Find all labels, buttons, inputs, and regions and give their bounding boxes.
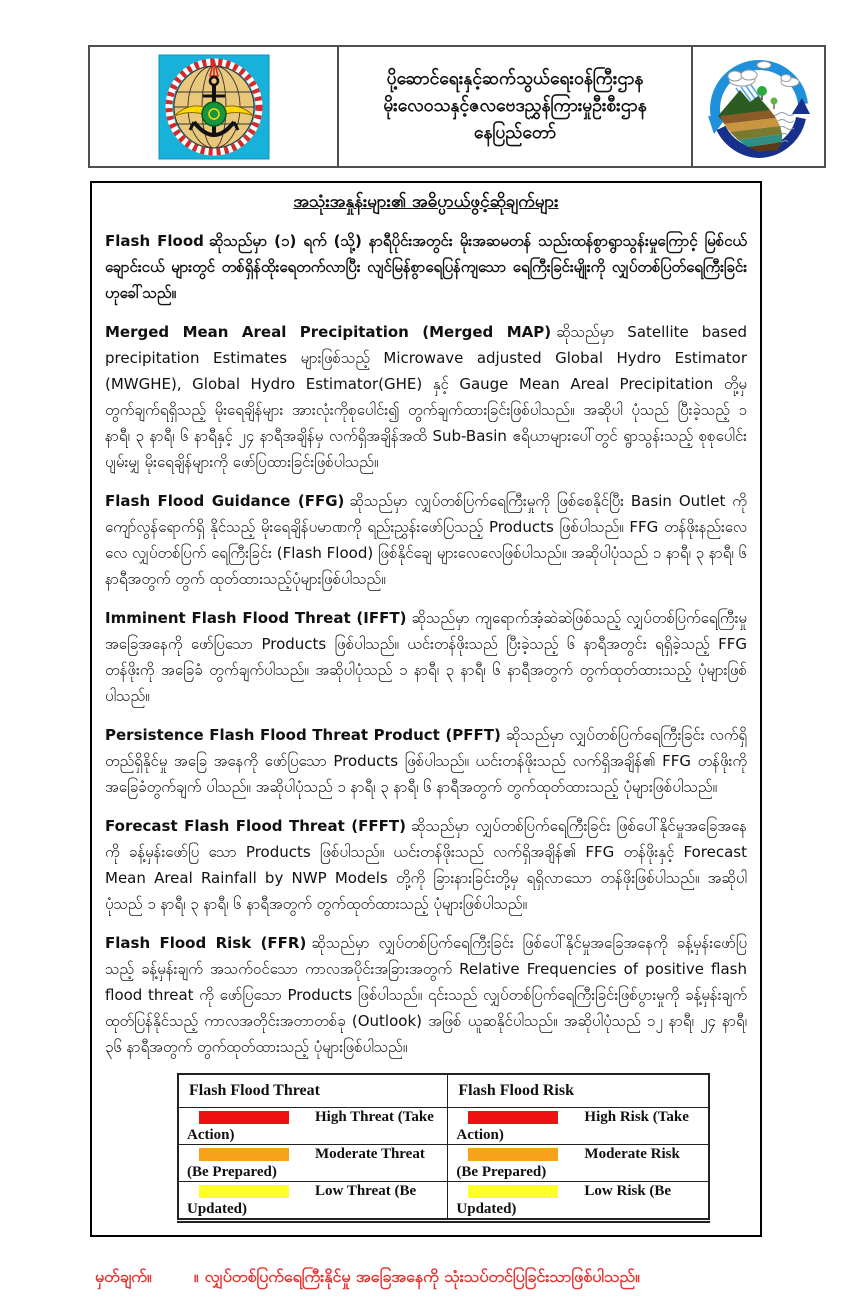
legend-row-low [178,1182,709,1221]
term-ffr: Flash Flood Risk (FFR) [105,934,307,952]
high-risk-label: High Risk (Take Action) [456,1108,689,1143]
paragraph-body: ဆိုသည်မှာ (၁) ရက် (သို့) နာရီပိုင်းအတွင်း မိုးအဆမတန် သည်းထန်စွာရွာသွန်းမှုကြောင့် မြစ်ငယ်ချောင်းငယ် များတွင် တစ်ရှိန်ထိုးရေတက်လာပြီး လျင်မြန်စွာရေပြန်ကျသော ရေကြီးခြင်းမျိုးကို လျှပ်တစ်ပြတ်ရေကြီးခြင်း ဟုခေါ်သည်။ [105,232,747,302]
page-body [0,181,849,1313]
high-threat-cell [178,1108,448,1145]
letterhead-title-block [339,47,693,166]
low-risk-label: Low Risk (Be Updated) [456,1182,672,1217]
paragraph-pfft [105,722,747,800]
high-risk-color-swatch [468,1111,558,1124]
term-ifft: Imminent Flash Flood Threat (IFFT) [105,609,407,627]
paragraph-body: ဆိုသည်မှာ Satellite based precipitation Estimates များဖြစ်သည့် Microwave adjusted Global Hydro Estimator (MWGHE), Global Hydro Estimator(GHE) နှင့် Gauge Mean Areal Precipitation တို့မှ တွက်ချက်ရရှိသည့် မိုးရေချိန်များ အားလုံးကိုစုပေါင်း၍ တွက်ချက်ထားခြင်းဖြစ်ပါသည်။ အဆိုပါ ပုံသည် ပြီးခဲ့သည့် ၁ နာရီ၊ ၃ နာရီ၊ ၆ နာရီနှင့် ၂၄ နာရီအချိန်မှ လက်ရှိအချိန်အထိ Sub-Basin ဧရိယာများပေါ်တွင် ရွာသွန်းသည့် စုစုပေါင်း ပျမ်းမျှ မိုးရေချိန်များကို ဖော်ပြထားခြင်းဖြစ်ပါသည်။ [105,323,747,471]
high-threat-color-swatch [199,1111,289,1124]
paragraph-body: ဆိုသည်မှာ လျှပ်တစ်ပြက်ရေကြီးခြင်း ဖြစ်ပေါ်နိုင်မှုအခြေအနေကို ခန့်မှန်းဖော်ပြသည့် ခန့်မှန်းချက် အသက်ဝင်သော ကာလအပိုင်းအခြားအတွက် Relative Frequencies of positive flash flood threat ကို ဖော်ပြသော Products ဖြစ်ပါသည်။ ၎င်းသည် လျှပ်တစ်ပြက်ရေကြီးခြင်းဖြစ်ပွားမှုကို ခန့်မှန်းချက်ထုတ်ပြန်နိုင်သည့် ကာလအတိုင်းအတာတစ်ခု (Outlook) အဖြစ် ယူဆနိုင်ပါသည်။ အဆိုပါပုံသည် ၁၂ နာရီ၊ ၂၄ နာရီ၊ ၃၆ နာရီအတွက် တွက်ထုတ်ထားသည့် ပုံများဖြစ်ပါသည်။ [105,934,747,1056]
moderate-risk-label: Moderate Risk (Be Prepared) [456,1145,680,1180]
paragraph-body: ဆိုသည်မှာ ကျရောက်အံ့ဆဲဆဲဖြစ်သည့် လျှပ်တစ်ပြက်ရေကြီးမှု အခြေအနေကို ဖော်ပြသော Products ဖြစ်ပါသည်။ ယင်းတန်ဖိုးသည် ပြီးခဲ့သည့် ၆ နာရီအတွင်း ရရှိခဲ့သည့် FFG တန်ဖိုးကို အခြေခံ တွက်ချက်ပါသည်။ အဆိုပါပုံသည် ၁ နာရီ၊ ၃ နာရီ၊ ၆ နာရီအတွက် တွက်ထုတ်ထားသည့် ပုံများဖြစ်ပါသည်။ [105,609,747,705]
moderate-risk-color-swatch [468,1148,558,1161]
water-cycle-logo-icon [704,52,814,162]
moderate-threat-cell [178,1145,448,1182]
footnote-label: မှတ်ချက်။ [95,1267,152,1286]
moderate-risk-cell [448,1145,709,1182]
low-risk-cell [448,1182,709,1221]
low-risk-color-swatch [468,1185,558,1198]
paragraph-ffft [105,813,747,917]
ministry-name: ပို့ဆောင်ရေးနှင့်ဆက်သွယ်ရေးဝန်ကြီးဌာန [386,69,644,89]
letterhead [88,45,826,168]
term-ffft: Forecast Flash Flood Threat (FFFT) [105,817,406,835]
definitions-box [90,181,762,1237]
footnote-text: လျှပ်တစ်ပြက်ရေကြီးနိုင်မှု အခြေအနေကို သုံးသပ်တင်ပြခြင်းသာဖြစ်ပါသည်။ [204,1267,640,1286]
legend-row-moderate [178,1145,709,1182]
city-name: နေပြည်တော် [473,123,557,143]
term-ffg: Flash Flood Guidance (FFG) [105,492,345,510]
footnote-separator: ။ [193,1267,199,1286]
paragraph-merged-map [105,319,747,475]
paragraph-ffr [105,930,747,1060]
high-threat-label: High Threat (Take Action) [187,1108,434,1143]
paragraph-body: ဆိုသည်မှာ လျှပ်တစ်ပြက်ရေကြီးခြင်း လက်ရှိတည်ရှိနိုင်မှု အခြေ အနေကို ဖော်ပြသော Products ဖြစ်ပါသည်။ ယင်းတန်ဖိုးသည် လက်ရှိအချိန်၏ FFG တန်ဖိုးကို အခြေခံတွက်ချက် ပါသည်။ အဆိုပါပုံသည် ၁ နာရီ၊ ၃ နာရီ၊ ၆ နာရီအတွက် တွက်ထုတ်ထားသည့် ပုံများဖြစ်ပါသည်။ [105,726,747,796]
paragraph-body: ဆိုသည်မှာ လျှပ်တစ်ပြက်ရေကြီးခြင်း ဖြစ်ပေါ်နိုင်မှုအခြေအနေကို ခန့်မှန်းဖော်ပြ သော Products ဖြစ်ပါသည်။ ယင်းတန်ဖိုးသည် လက်ရှိအချိန်၏ FFG တန်ဖိုးနှင့် Forecast Mean Areal Rainfall by NWP Models တို့ကို ခြားနားခြင်းတို့မှ ရရှိလာသော တန်ဖိုးဖြစ်ပါသည်။ အဆိုပါပုံသည် ၁ နာရီ၊ ၃ နာရီ၊ ၆ နာရီအတွက် တွက်ထုတ်ထားသည့် ပုံများဖြစ်ပါသည်။ [105,817,747,913]
term-pfft: Persistence Flash Flood Threat Product (PFFT) [105,726,501,744]
paragraph-ffg [105,488,747,592]
paragraph-ifft [105,605,747,709]
low-threat-color-swatch [199,1185,289,1198]
threat-risk-legend-table [177,1073,710,1223]
department-name: မိုးလေဝသနှင့်ဇလဗေဒညွှန်ကြားမှုဦးစီးဌာန [383,96,647,116]
term-flash-flood: Flash Flood [105,232,204,250]
term-merged-map: Merged Mean Areal Precipitation (Merged MAP) [105,323,552,341]
right-logo-cell [693,47,824,166]
footnote-section [0,1265,849,1289]
paragraph-body: ဆိုသည်မှာ လျှပ်တစ်ပြက်ရေကြီးမှုကို ဖြစ်စေနိုင်ပြီး Basin Outlet ကိုကျော်လွန်ရောက်ရှိ နိုင်သည့် မိုးရေချိန်ပမာဏကို ရည်းညွှန်းဖော်ပြသည့် Products ဖြစ်ပါသည်။ FFG တန်ဖိုးနည်းလေလေ လျှပ်တစ်ပြက် ရေကြီးခြင်း (Flash Flood) ဖြစ်နိုင်ချေ များလေလေဖြစ်ပါသည်။ အဆိုပါပုံသည် ၁ နာရီ၊ ၃ နာရီ၊ ၆ နာရီအတွက် တွက် ထုတ်ထားသည့်ပုံများဖြစ်ပါသည်။ [105,492,747,588]
ministry-transport-logo-icon [158,54,270,160]
low-threat-cell [178,1182,448,1221]
moderate-threat-color-swatch [199,1148,289,1161]
legend-row-high [178,1108,709,1145]
threat-column-header: Flash Flood Threat [178,1074,448,1108]
moderate-threat-label: Moderate Threat (Be Prepared) [187,1145,425,1180]
left-logo-cell [90,47,339,166]
legend-header-row [178,1074,709,1108]
paragraph-flash-flood [105,228,747,306]
high-risk-cell [448,1108,709,1145]
low-threat-label: Low Threat (Be Updated) [187,1182,417,1217]
footnote [95,1265,755,1289]
risk-column-header: Flash Flood Risk [448,1074,709,1108]
page-title: အသုံးအနှုန်းများ၏ အဓိပ္ပာယ်ဖွင့်ဆိုချက်များ [293,192,559,212]
